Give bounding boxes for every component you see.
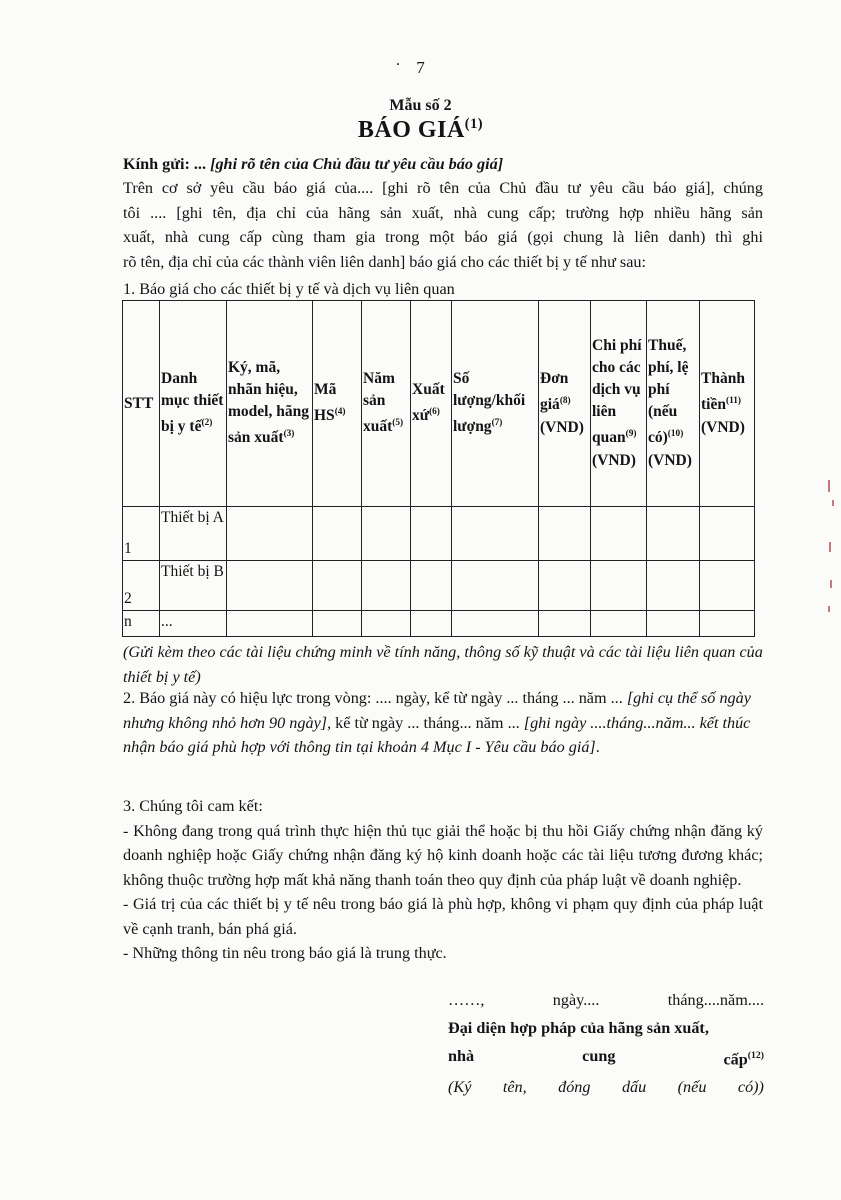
form-label: Mẫu số 2 bbox=[389, 97, 452, 114]
commitment-item: - Không đang trong quá trình thực hiện thủ tục giải thể hoặc bị thu hồi Giấy chứng nhận đăng ký doanh nghiệp hoặc Giấy chứng nhận đăng ký hộ kinh doanh hoặc các tài liệu tương đương khác; không thuộc trường hợp mất khả năng thanh toán theo quy định của pháp luật về doanh nghiệp. bbox=[123, 821, 763, 889]
page-dot: . bbox=[396, 52, 400, 69]
section2-validity: 2. Báo giá này có hiệu lực trong vòng: .... ngày, kể từ ngày ... tháng ... năm ... [ghi cụ thể số ngày nhưng không nhỏ hơn 90 ngày], kể từ ngày ... tháng... năm ... [ghi ngày ....tháng...năm... kết thúc nhận báo giá phù hợp với thông tin tại khoản 4 Mục I - Yêu cầu báo giá]. bbox=[123, 689, 751, 756]
header-stt: STT bbox=[123, 301, 160, 507]
intro-line: xuất, nhà cung cấp cùng tham gia trong một báo giá (gọi chung là liên danh) thì ghi bbox=[123, 228, 763, 246]
title-note: (1) bbox=[464, 116, 484, 132]
header-unit-price: Đơn giá$^{(8)}$ (VND) bbox=[539, 301, 591, 507]
header-tax: Thuế, phí, lệ phí (nếu có)$^{(10)}$ (VND) bbox=[647, 301, 700, 507]
intro-paragraph bbox=[123, 176, 763, 274]
intro-line: rõ tên, địa chỉ của các thành viên liên danh] báo giá cho các thiết bị y tế như sau: bbox=[123, 252, 646, 271]
section1-heading: 1. Báo giá cho các thiết bị y tế và dịch vụ liên quan bbox=[123, 280, 455, 298]
header-total: Thành tiền$^{(11)}$ (VND) bbox=[700, 301, 755, 507]
table-row bbox=[123, 561, 755, 611]
signature-block bbox=[448, 986, 764, 1101]
signature-instruction: (Ký tên, đóng dấu (nếu có)) bbox=[448, 1078, 764, 1097]
cell-item: Thiết bị A bbox=[160, 507, 227, 561]
intro-line: Trên cơ sở yêu cầu báo giá của.... [ghi rõ tên của Chủ đầu tư yêu cầu báo giá], chúng bbox=[123, 179, 763, 197]
page-number: 7 bbox=[416, 58, 425, 77]
quote-table bbox=[122, 300, 755, 637]
cell-stt: 1 bbox=[123, 507, 160, 561]
cell-stt: 2 bbox=[123, 561, 160, 611]
table-row bbox=[123, 611, 755, 637]
header-hs: Mã HS$^{(4)}$ bbox=[313, 301, 362, 507]
addressee: Kính gửi: ... [ghi rõ tên của Chủ đầu tư yêu cầu báo giá] bbox=[123, 155, 504, 173]
header-service-cost: Chi phí cho các dịch vụ liên quan$^{(9)}$ (VND) bbox=[591, 301, 647, 507]
cell-item: ... bbox=[160, 611, 227, 637]
header-item: Danh mục thiết bị y tế$^{(2)}$ bbox=[160, 301, 227, 507]
header-model: Ký, mã, nhãn hiệu, model, hãng sản xuất$^{(3)}$ bbox=[227, 301, 313, 507]
header-year: Năm sản xuất$^{(5)}$ bbox=[362, 301, 411, 507]
section3 bbox=[123, 794, 763, 966]
page-title: BÁO GIÁ$^{(1)}$ bbox=[357, 116, 484, 143]
signature-rep-line2: nhà cung cấp$^{(12)}$ bbox=[448, 1047, 764, 1069]
header-quantity: Số lượng/khối lượng$^{(7)}$ bbox=[452, 301, 539, 507]
signature-rep-line1: Đại diện hợp pháp của hãng sản xuất, bbox=[448, 1019, 709, 1037]
attachment-note: (Gửi kèm theo các tài liệu chứng minh về tính năng, thông số kỹ thuật và các tài liệu liên quan của thiết bị y tế) bbox=[123, 643, 763, 686]
table-row bbox=[123, 507, 755, 561]
commitment-item: - Những thông tin nêu trong báo giá là trung thực. bbox=[123, 944, 447, 962]
intro-line: tôi .... [ghi tên, địa chỉ của hãng sản xuất, nhà cung cấp; trường hợp nhiều hãng sản bbox=[123, 203, 763, 222]
section3-heading: 3. Chúng tôi cam kết: bbox=[123, 797, 263, 815]
cell-stt: n bbox=[123, 611, 160, 637]
cell-item: Thiết bị B bbox=[160, 561, 227, 611]
signature-date: ……, ngày.... tháng....năm.... bbox=[448, 991, 764, 1009]
commitment-item: - Giá trị của các thiết bị y tế nêu trong báo giá là phù hợp, không vi phạm quy định của pháp luật về cạnh tranh, bán phá giá. bbox=[123, 895, 763, 938]
margin-marks bbox=[826, 480, 836, 630]
header-origin: Xuất xứ$^{(6)}$ bbox=[411, 301, 452, 507]
